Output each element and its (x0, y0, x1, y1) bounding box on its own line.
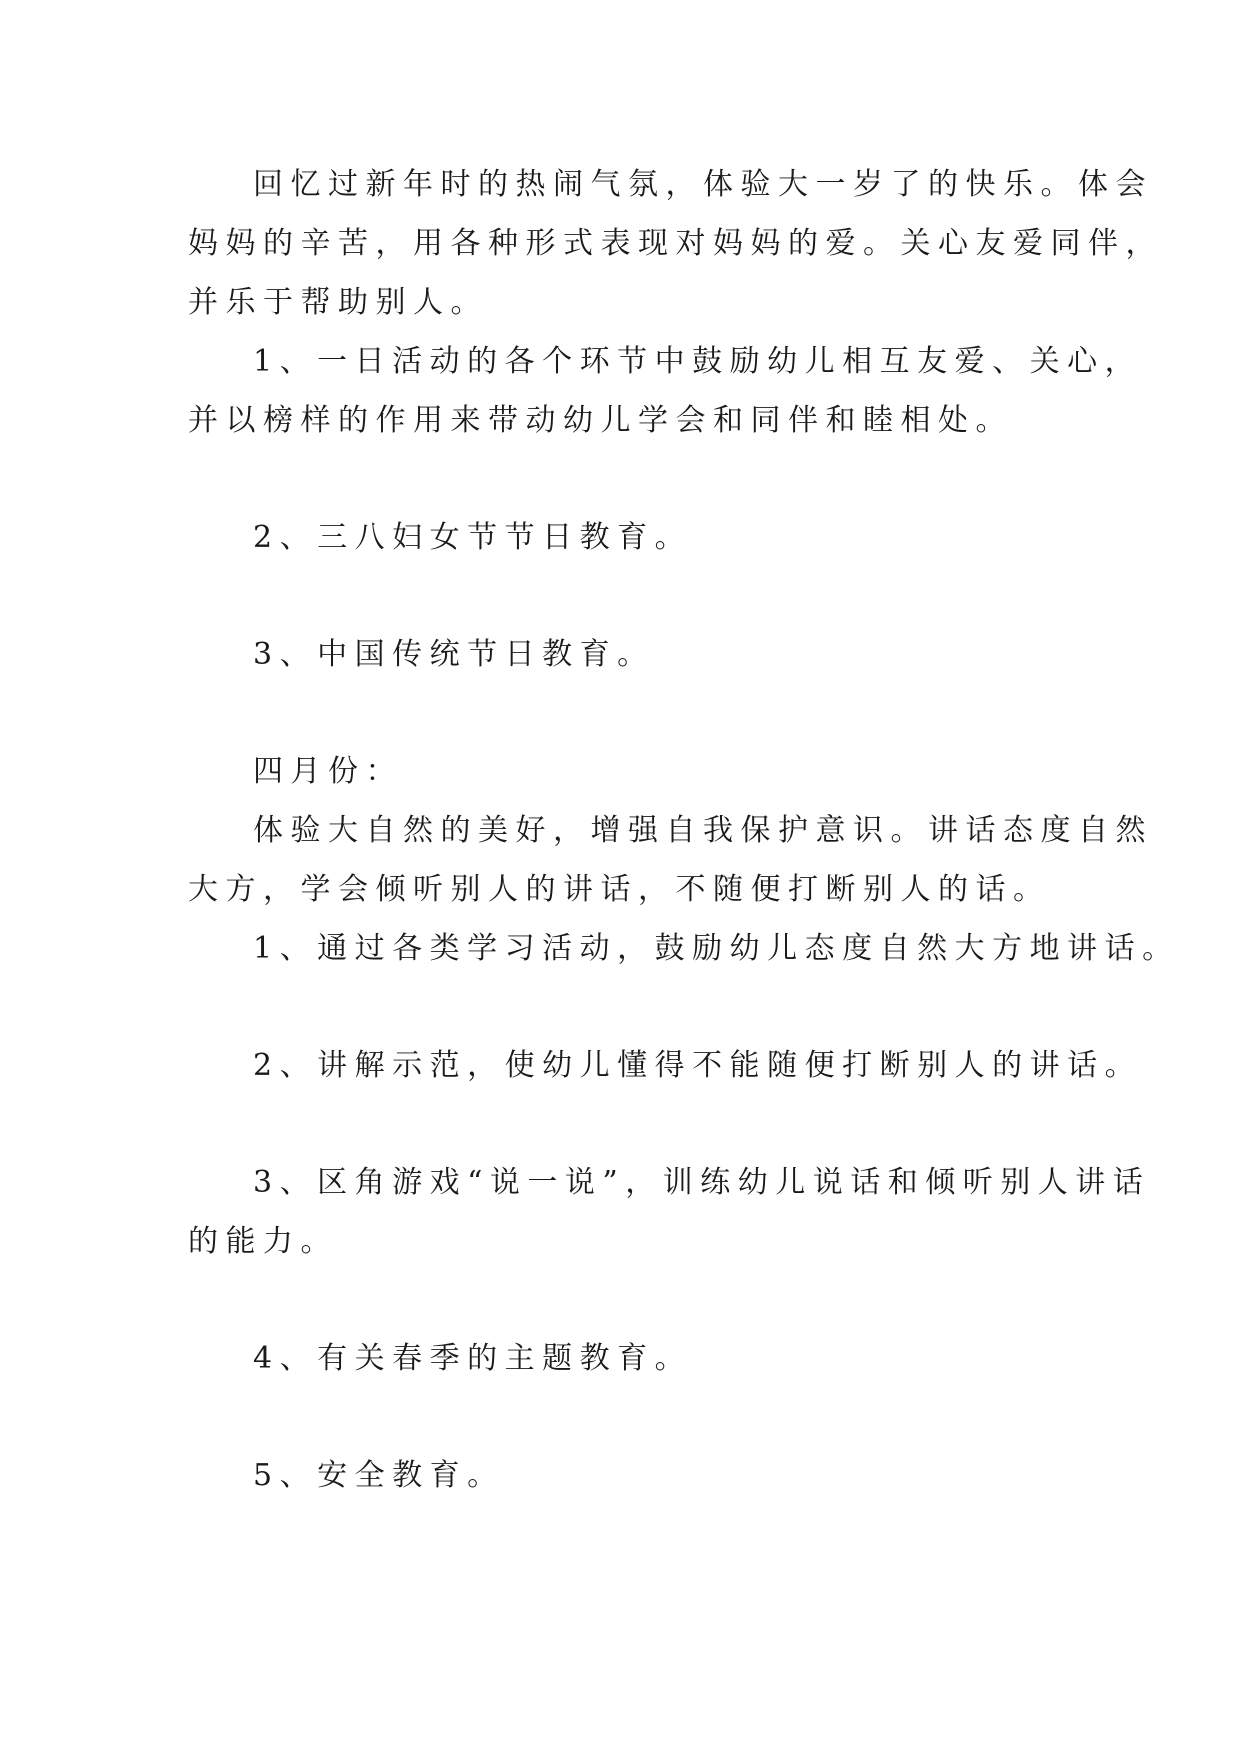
paragraph-line: 妈妈的辛苦，用各种形式表现对妈妈的爱。关心友爱同伴， (188, 226, 1163, 261)
list-item: 2、三八妇女节节日教育。 (253, 520, 693, 555)
list-item: 1、一日活动的各个环节中鼓励幼儿相互友爱、关心， (253, 344, 1143, 379)
paragraph-line: 体验大自然的美好，增强自我保护意识。讲话态度自然 (253, 813, 1153, 848)
list-item: 3、区角游戏“说一说”，训练幼儿说话和倾听别人讲话 (253, 1165, 1151, 1200)
list-item: 1、通过各类学习活动，鼓励幼儿态度自然大方地讲话。 (253, 931, 1180, 966)
paragraph-line: 并乐于帮助别人。 (188, 285, 488, 320)
list-item: 3、中国传统节日教育。 (253, 637, 655, 672)
list-item: 5、安全教育。 (253, 1458, 505, 1493)
list-item: 2、讲解示范，使幼儿懂得不能随便打断别人的讲话。 (253, 1048, 1143, 1083)
paragraph-line: 大方，学会倾听别人的讲话，不随便打断别人的话。 (188, 872, 1051, 907)
list-item: 4、有关春季的主题教育。 (253, 1341, 693, 1376)
paragraph-line: 回忆过新年时的热闹气氛，体验大一岁了的快乐。体会 (253, 167, 1153, 202)
paragraph-line: 并以榜样的作用来带动幼儿学会和同伴和睦相处。 (188, 403, 1013, 438)
paragraph-line: 的能力。 (188, 1224, 338, 1259)
section-heading: 四月份： (253, 754, 403, 789)
